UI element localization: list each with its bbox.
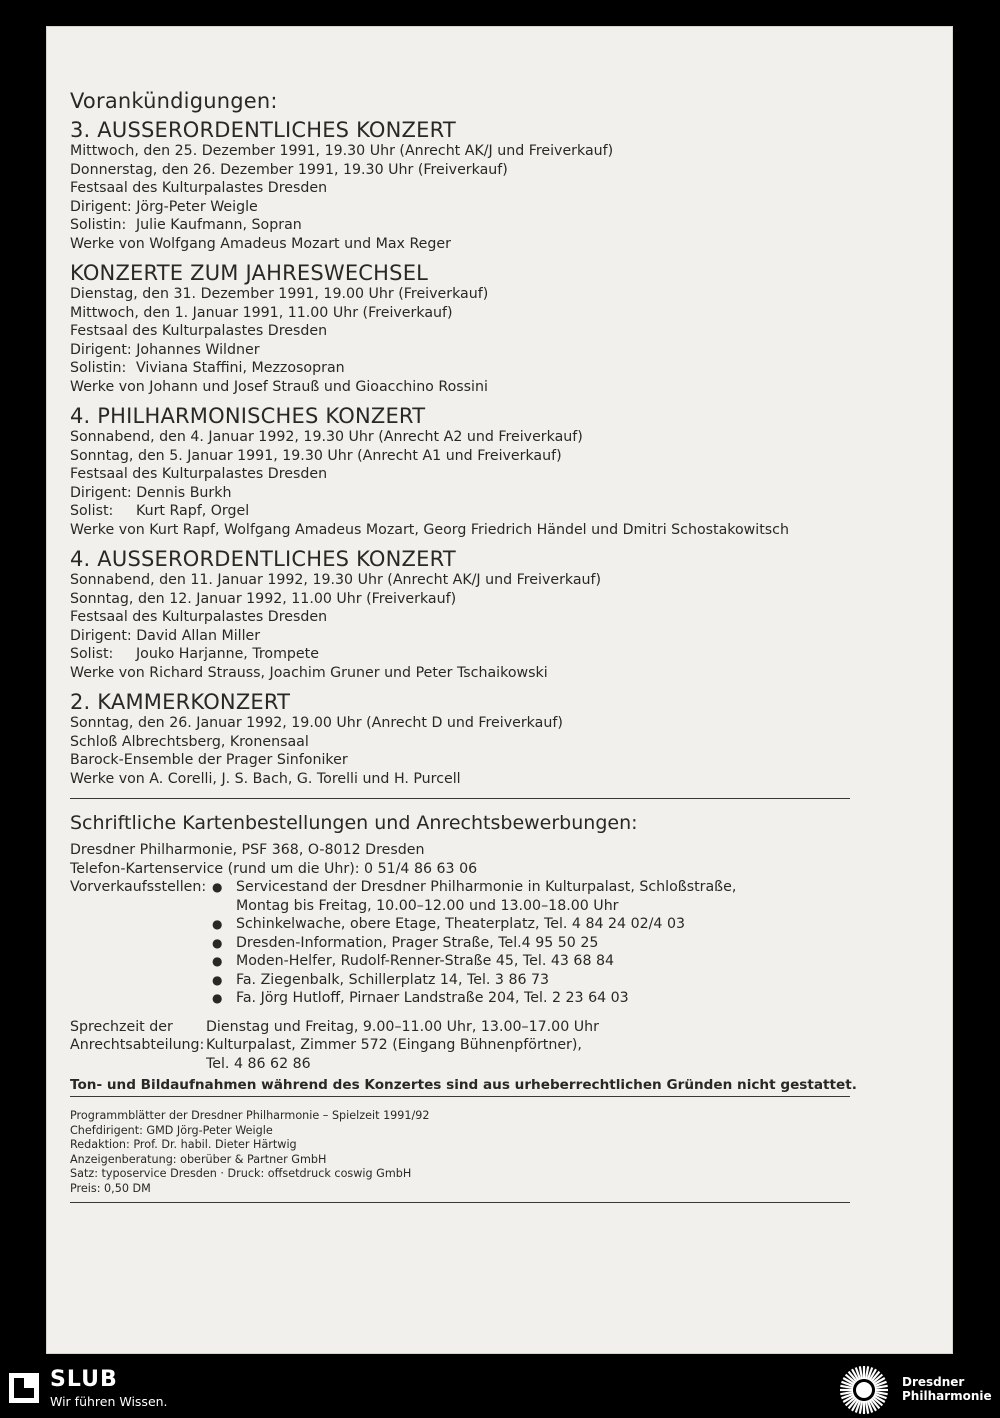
concert-block — [70, 404, 860, 539]
concert-date: Mittwoch, den 1. Januar 1991, 11.00 Uhr (Freiverkauf) — [70, 304, 453, 321]
page-title: Vorankündigungen: — [70, 89, 278, 113]
outlets — [70, 878, 860, 1008]
office-hours-location: Kulturpalast, Zimmer 572 (Eingang Bühnenpförtner), — [206, 1037, 582, 1053]
imprint-line: Anzeigenberatung: oberüber & Partner GmbH — [70, 1152, 327, 1166]
list-item — [210, 971, 736, 990]
imprint-line: Preis: 0,50 DM — [70, 1181, 151, 1195]
outlets-list — [210, 878, 736, 1008]
concert-conductor: Dirigent: Dennis Burkh — [70, 484, 232, 501]
chamber-concert — [70, 690, 860, 788]
program-sheet — [70, 88, 860, 1203]
soloist-label: Solist: — [70, 503, 114, 519]
office-hours-label: Sprechzeit der — [70, 1018, 173, 1035]
outlet-text: Dresden-Information, Prager Straße, Tel.4 95 50 25 — [236, 934, 599, 951]
concert-date: Sonntag, den 12. Januar 1992, 11.00 Uhr (Freiverkauf) — [70, 590, 457, 607]
soloist-label: Solistin: — [70, 217, 127, 233]
section-title: Schriftliche Kartenbestellungen und Anrechtsbewerbungen: — [70, 812, 638, 834]
concert-title: 3. AUSSERORDENTLICHES KONZERT — [70, 118, 456, 142]
list-item — [210, 952, 736, 971]
footer-bar — [0, 1360, 1000, 1418]
concert-date: Sonntag, den 26. Januar 1992, 19.00 Uhr (Anrecht D und Freiverkauf) — [70, 715, 563, 731]
concert-title: 4. AUSSERORDENTLICHES KONZERT — [70, 547, 456, 571]
office-hours-label: Anrechtsabteilung: — [70, 1037, 205, 1053]
imprint-rule — [70, 1202, 850, 1203]
philharmonie-name: Philharmonie — [902, 1389, 992, 1403]
concert-venue: Festsaal des Kulturpalastes Dresden — [70, 323, 328, 339]
concert-soloist-row — [70, 645, 860, 664]
concert-title: 4. PHILHARMONISCHES KONZERT — [70, 404, 426, 428]
list-item — [210, 934, 736, 953]
outlet-text: Fa. Ziegenbalk, Schillerplatz 14, Tel. 3 86 73 — [236, 971, 550, 988]
bullet-icon: ● — [212, 972, 223, 987]
concert-works: Werke von Johann und Josef Strauß und Gioacchino Rossini — [70, 378, 488, 395]
imprint — [70, 1109, 860, 1203]
postal-address: Dresdner Philharmonie, PSF 368, O-8012 Dresden — [70, 842, 425, 858]
imprint-line: Chefdirigent: GMD Jörg-Peter Weigle — [70, 1123, 273, 1137]
office-hours — [70, 1018, 860, 1074]
concert-venue: Festsaal des Kulturpalastes Dresden — [70, 609, 328, 625]
concert-works: Werke von Richard Strauss, Joachim Gruner und Peter Tschaikowski — [70, 664, 548, 681]
phone-service: Telefon-Kartenservice (rund um die Uhr): 0 51/4 86 63 06 — [70, 860, 478, 877]
concert-date: Mittwoch, den 25. Dezember 1991, 19.30 Uhr (Anrecht AK/J und Freiverkauf) — [70, 143, 614, 159]
concert-conductor: Dirigent: Jörg-Peter Weigle — [70, 198, 258, 215]
list-item — [210, 989, 736, 1008]
concert-conductor: Dirigent: Johannes Wildner — [70, 341, 260, 358]
concert-title: KONZERTE ZUM JAHRESWECHSEL — [70, 261, 429, 285]
bullet-icon: ● — [212, 935, 223, 950]
outlet-text: Fa. Jörg Hutloff, Pirnaer Landstraße 204, Tel. 2 23 64 03 — [236, 990, 629, 1006]
imprint-line: Satz: typoservice Dresden · Druck: offsetdruck coswig GmbH — [70, 1167, 412, 1180]
concert-soloist-row — [70, 359, 860, 378]
concert-soloist: Kurt Rapf, Orgel — [136, 503, 250, 519]
concert-venue: Festsaal des Kulturpalastes Dresden — [70, 466, 328, 482]
concert-block — [70, 118, 860, 253]
concert-date: Sonnabend, den 11. Januar 1992, 19.30 Uhr (Anrecht AK/J und Freiverkauf) — [70, 572, 602, 588]
section-divider — [70, 798, 850, 799]
concert-works: Werke von Wolfgang Amadeus Mozart und Max Reger — [70, 235, 451, 252]
concert-soloist: Viviana Staffini, Mezzosopran — [136, 360, 345, 376]
outlet-text: Schinkelwache, obere Etage, Theaterplatz, Tel. 4 84 24 02/4 03 — [236, 916, 686, 932]
bullet-icon: ● — [212, 917, 223, 931]
concert-date: Dienstag, den 31. Dezember 1991, 19.00 Uhr (Freiverkauf) — [70, 286, 489, 302]
concert-soloist-row — [70, 502, 860, 521]
outlets-label: Vorverkaufsstellen: — [70, 879, 207, 895]
soloist-label: Solist: — [70, 646, 114, 662]
slub-name[interactable]: SLUB — [50, 1367, 118, 1392]
concert-soloist: Jouko Harjanne, Trompete — [136, 646, 319, 662]
concert-date: Donnerstag, den 26. Dezember 1991, 19.30 Uhr (Freiverkauf) — [70, 161, 508, 178]
concert-venue: Schloß Albrechtsberg, Kronensaal — [70, 733, 309, 750]
outlet-text: Servicestand der Dresdner Philharmonie in Kulturpalast, Schloßstraße, — [236, 879, 737, 895]
list-item — [210, 915, 736, 934]
notice-rule — [70, 1096, 850, 1097]
concert-conductor: Dirigent: David Allan Miller — [70, 627, 261, 644]
slub-tagline: Wir führen Wissen. — [50, 1394, 168, 1409]
concert-block — [70, 261, 860, 396]
concert-date: Sonnabend, den 4. Januar 1992, 19.30 Uhr (Anrecht A2 und Freiverkauf) — [70, 429, 583, 445]
concert-venue: Festsaal des Kulturpalastes Dresden — [70, 180, 328, 196]
bullet-icon: ● — [212, 954, 223, 968]
concert-title: 2. KAMMERKONZERT — [70, 690, 291, 714]
office-hours-phone: Tel. 4 86 62 86 — [206, 1055, 311, 1072]
concert-ensemble: Barock-Ensemble der Prager Sinfoniker — [70, 752, 348, 768]
concert-list — [70, 118, 860, 682]
soloist-label: Solistin: — [70, 360, 127, 376]
concert-soloist-row — [70, 216, 860, 235]
philharmonie-name: Dresdner — [902, 1375, 965, 1389]
bullet-icon: ● — [212, 880, 223, 894]
concert-block — [70, 547, 860, 682]
concert-date: Sonntag, den 5. Januar 1991, 19.30 Uhr (Anrecht A1 und Freiverkauf) — [70, 447, 562, 464]
concert-works: Werke von Kurt Rapf, Wolfgang Amadeus Mozart, Georg Friedrich Händel und Dmitri Schostakowitsch — [70, 521, 789, 538]
slub-square-logo-icon[interactable] — [8, 1372, 40, 1404]
list-item — [210, 878, 736, 915]
recording-notice: Ton- und Bildaufnahmen während des Konzertes sind aus urheberrechtlichen Gründen nicht gestattet. — [70, 1077, 857, 1093]
bullet-icon: ● — [212, 991, 223, 1005]
imprint-line: Redaktion: Prof. Dr. habil. Dieter Härtwig — [70, 1138, 297, 1151]
concert-works: Werke von A. Corelli, J. S. Bach, G. Torelli und H. Purcell — [70, 770, 461, 787]
concert-soloist: Julie Kaufmann, Sopran — [136, 217, 302, 233]
sunburst-logo-icon[interactable] — [838, 1364, 890, 1416]
outlet-text: Moden-Helfer, Rudolf-Renner-Straße 45, Tel. 43 68 84 — [236, 953, 615, 969]
outlet-text: Montag bis Freitag, 10.00–12.00 und 13.00–18.00 Uhr — [236, 897, 619, 914]
office-hours-times: Dienstag und Freitag, 9.00–11.00 Uhr, 13.00–17.00 Uhr — [206, 1018, 599, 1035]
ticket-orders-section — [70, 811, 860, 1097]
imprint-line: Programmblätter der Dresdner Philharmonie – Spielzeit 1991/92 — [70, 1109, 430, 1122]
